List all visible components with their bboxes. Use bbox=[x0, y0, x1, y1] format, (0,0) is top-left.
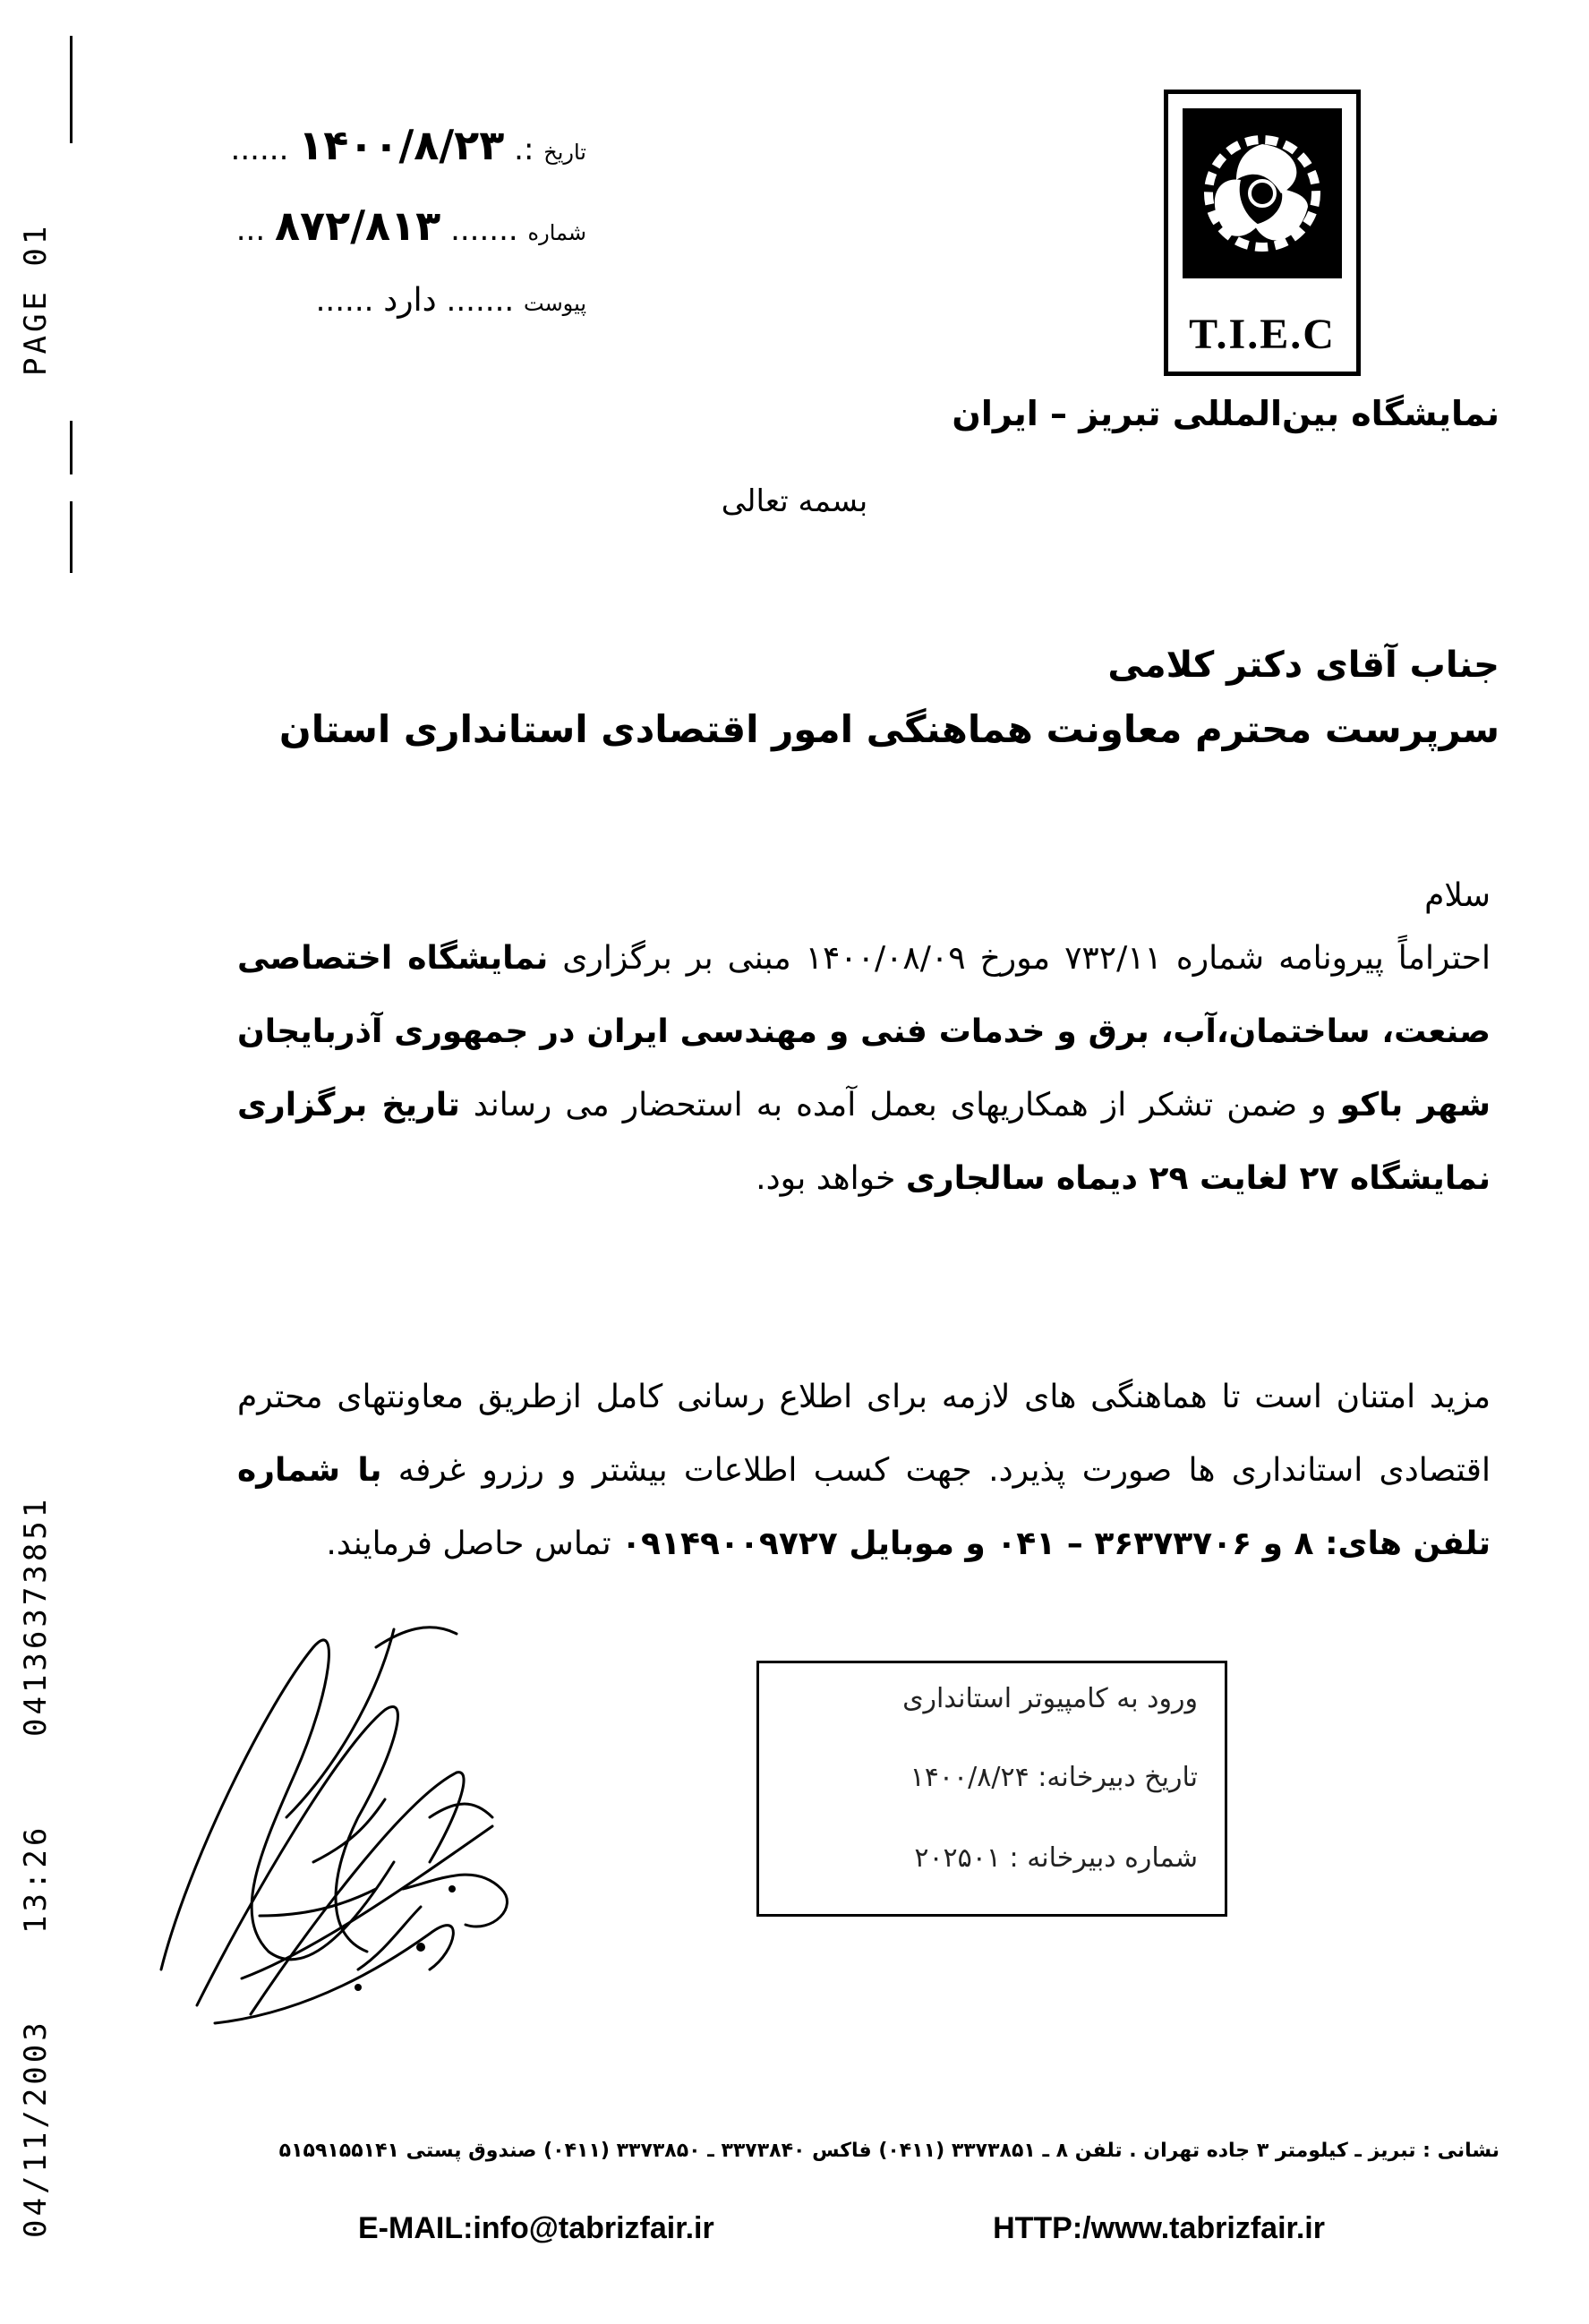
logo-emblem bbox=[1183, 108, 1342, 278]
dots: ...... bbox=[230, 132, 289, 167]
tiec-logo bbox=[1164, 90, 1361, 376]
stamp-date: تاریخ دبیرخانه: ۱۴۰۰/۸/۲۴ bbox=[910, 1762, 1198, 1793]
recipient-name: جناب آقای دکتر کلامی bbox=[1107, 645, 1499, 686]
dots: ....... bbox=[450, 212, 518, 248]
dots: ... bbox=[235, 212, 266, 248]
number-value: ۸۷۲/۸۱۳ bbox=[274, 201, 441, 250]
paragraph-text-bold: با شماره تلفن های: ۸ و ۳۶۳۷۳۷۰۶ – ۰۴۱ و موبایل ۰۹۱۴۹۰۰۹۷۲۷ bbox=[237, 1452, 1491, 1562]
paragraph-text: مزید امتنان است تا هماهنگی های لازمه برای اطلاع رسانی کامل ازطریق معاونتهای محترم اقتصادی استانداری ها صورت پذیرد. جهت کسب اطلاعات بیشتر و رزرو غرفه bbox=[237, 1379, 1491, 1489]
attachment-value: دارد bbox=[383, 282, 437, 319]
handwritten-signature bbox=[134, 1593, 636, 2059]
organization-name: نمایشگاه بین‌المللی تبریز – ایران bbox=[952, 394, 1499, 433]
paragraph-text-bold: نمایشگاه اختصاصی صنعت، ساختمان،آب، برق و خدمات فنی و مهندسی ایران در جمهوری آذربایجان شهر باکو bbox=[237, 940, 1491, 1124]
gear-emblem-icon bbox=[1183, 108, 1342, 278]
meta-number bbox=[236, 201, 586, 250]
signature-icon bbox=[134, 1593, 636, 2059]
fax-time: 13:26 bbox=[18, 1824, 54, 1934]
body-paragraph-1 bbox=[237, 922, 1491, 1216]
footer-website: HTTP:/www.tabrizfair.ir bbox=[993, 2211, 1325, 2245]
fax-date: 04/11/2003 bbox=[18, 2019, 54, 2238]
paragraph-text-bold: تاریخ برگزاری نمایشگاه ۲۷ لغایت ۲۹ دیماه سالجاری bbox=[237, 1087, 1491, 1197]
greeting: سلام bbox=[1424, 877, 1491, 914]
paragraph-text: تماس حاصل فرمایند. bbox=[326, 1525, 622, 1562]
basmala: بسمه تعالی bbox=[721, 483, 868, 519]
date-value: ۱۴۰۰/۸/۲۳ bbox=[298, 121, 505, 169]
recipient-title: سرپرست محترم معاونت هماهنگی امور اقتصادی استانداری استان bbox=[278, 707, 1499, 751]
fax-number: 04136373851 bbox=[18, 1495, 54, 1737]
fax-margin-rule bbox=[70, 36, 73, 143]
footer-contacts bbox=[358, 2211, 1325, 2246]
meta-attachment bbox=[316, 282, 586, 319]
logo-text: T.I.E.C bbox=[1189, 311, 1336, 358]
date-label: تاریخ bbox=[543, 140, 586, 165]
stamp-line-1: ورود به کامپیوتر استانداری bbox=[902, 1683, 1198, 1714]
number-label: شماره bbox=[527, 220, 586, 245]
dots: ...... bbox=[315, 283, 374, 319]
attachment-label: پیوست bbox=[524, 291, 586, 316]
footer-email: E-MAIL:info@tabrizfair.ir bbox=[358, 2211, 714, 2245]
meta-date bbox=[231, 121, 586, 169]
paragraph-text: احتراماً پیرونامه شماره ۷۳۲/۱۱ مورخ ۱۴۰۰/۰۸/۰۹ مبنی بر برگزاری bbox=[548, 940, 1491, 977]
paragraph-text: و ضمن تشکر از همکاریهای بعمل آمده به استحضار می رساند bbox=[459, 1087, 1340, 1124]
fax-page-label: PAGE 01 bbox=[18, 222, 54, 376]
stamp-number: شماره دبیرخانه : ۲۰۲۵۰۱ bbox=[914, 1842, 1198, 1874]
body-paragraph-2 bbox=[237, 1361, 1491, 1581]
footer-address: نشانی : تبریز ـ کیلومتر ۳ جاده تهران . تلفن ۸ ـ ۳۳۷۳۸۵۱ (۰۴۱۱) فاکس ۳۳۷۳۸۴۰ ـ ۳۳۷۳۸۵۰ (۰۴۱۱) صندوق پستی ۵۱۵۹۱۵۵۱۴۱ bbox=[278, 2140, 1499, 2162]
fax-margin-rule bbox=[70, 421, 73, 474]
fax-margin bbox=[0, 0, 81, 2324]
dots: :. bbox=[514, 132, 534, 167]
dots: ....... bbox=[446, 283, 515, 319]
paragraph-text: خواهد بود. bbox=[756, 1160, 906, 1197]
registration-stamp bbox=[756, 1661, 1227, 1917]
